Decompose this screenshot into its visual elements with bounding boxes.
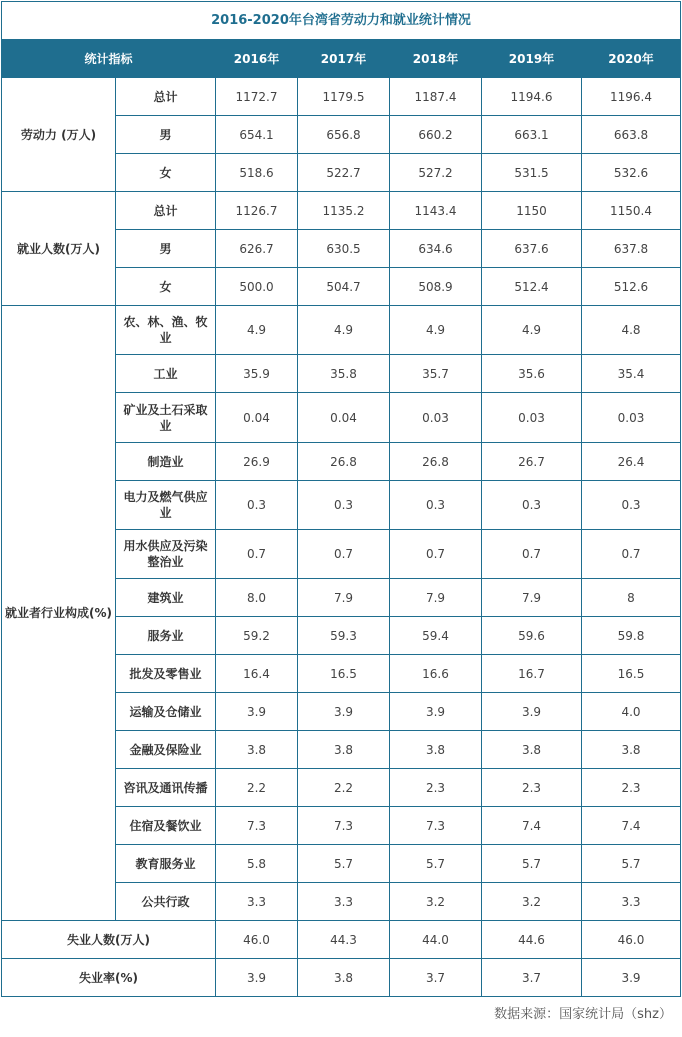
row-label: 女: [116, 268, 216, 306]
value-cell: 4.0: [582, 693, 681, 731]
table-row: [2, 78, 681, 116]
value-cell: 44.0: [390, 921, 482, 959]
row-label: 男: [116, 230, 216, 268]
table-row: [2, 306, 681, 355]
row-label: 农、林、渔、牧业: [116, 306, 216, 355]
value-cell: 3.3: [582, 883, 681, 921]
value-cell: 3.9: [582, 959, 681, 997]
value-cell: 2.2: [216, 769, 298, 807]
value-cell: 3.3: [298, 883, 390, 921]
value-cell: 1126.7: [216, 192, 298, 230]
table-row: [2, 192, 681, 230]
value-cell: 7.9: [482, 579, 582, 617]
value-cell: 3.3: [216, 883, 298, 921]
value-cell: 508.9: [390, 268, 482, 306]
header-year: 2018年: [390, 40, 482, 78]
value-cell: 512.6: [582, 268, 681, 306]
row-label: 失业率(%): [2, 959, 216, 997]
value-cell: 4.9: [390, 306, 482, 355]
value-cell: 663.8: [582, 116, 681, 154]
value-cell: 522.7: [298, 154, 390, 192]
value-cell: 5.8: [216, 845, 298, 883]
value-cell: 3.9: [298, 693, 390, 731]
value-cell: 654.1: [216, 116, 298, 154]
row-label: 金融及保险业: [116, 731, 216, 769]
value-cell: 0.04: [298, 393, 390, 443]
value-cell: 0.7: [582, 530, 681, 579]
row-label: 男: [116, 116, 216, 154]
value-cell: 26.9: [216, 443, 298, 481]
value-cell: 7.4: [482, 807, 582, 845]
value-cell: 2.3: [582, 769, 681, 807]
value-cell: 0.03: [482, 393, 582, 443]
row-label: 咨讯及通讯传播: [116, 769, 216, 807]
value-cell: 8: [582, 579, 681, 617]
header-indicator: 统计指标: [2, 40, 216, 78]
value-cell: 3.7: [482, 959, 582, 997]
value-cell: 16.4: [216, 655, 298, 693]
value-cell: 0.03: [390, 393, 482, 443]
value-cell: 26.8: [390, 443, 482, 481]
value-cell: 7.9: [298, 579, 390, 617]
value-cell: 0.3: [582, 481, 681, 530]
value-cell: 3.8: [582, 731, 681, 769]
value-cell: 35.9: [216, 355, 298, 393]
value-cell: 44.3: [298, 921, 390, 959]
value-cell: 2.3: [482, 769, 582, 807]
header-year: 2017年: [298, 40, 390, 78]
value-cell: 1196.4: [582, 78, 681, 116]
value-cell: 500.0: [216, 268, 298, 306]
value-cell: 637.8: [582, 230, 681, 268]
value-cell: 35.6: [482, 355, 582, 393]
value-cell: 0.7: [390, 530, 482, 579]
row-label: 女: [116, 154, 216, 192]
value-cell: 0.7: [216, 530, 298, 579]
value-cell: 518.6: [216, 154, 298, 192]
value-cell: 3.8: [216, 731, 298, 769]
table-row: [2, 959, 681, 997]
value-cell: 2.2: [298, 769, 390, 807]
value-cell: 1150.4: [582, 192, 681, 230]
value-cell: 44.6: [482, 921, 582, 959]
row-label: 工业: [116, 355, 216, 393]
value-cell: 3.2: [482, 883, 582, 921]
value-cell: 1172.7: [216, 78, 298, 116]
value-cell: 5.7: [582, 845, 681, 883]
value-cell: 4.9: [298, 306, 390, 355]
value-cell: 0.3: [390, 481, 482, 530]
value-cell: 637.6: [482, 230, 582, 268]
row-label: 公共行政: [116, 883, 216, 921]
value-cell: 59.2: [216, 617, 298, 655]
group-label: 劳动力 (万人): [2, 78, 116, 192]
value-cell: 59.6: [482, 617, 582, 655]
value-cell: 532.6: [582, 154, 681, 192]
value-cell: 16.7: [482, 655, 582, 693]
value-cell: 59.8: [582, 617, 681, 655]
value-cell: 4.9: [482, 306, 582, 355]
value-cell: 3.8: [482, 731, 582, 769]
value-cell: 59.4: [390, 617, 482, 655]
value-cell: 1150: [482, 192, 582, 230]
value-cell: 527.2: [390, 154, 482, 192]
source-note: 数据来源：国家统计局（shz）: [494, 1007, 672, 1022]
value-cell: 35.7: [390, 355, 482, 393]
value-cell: 5.7: [482, 845, 582, 883]
header-year: 2016年: [216, 40, 298, 78]
row-label: 住宿及餐饮业: [116, 807, 216, 845]
value-cell: 35.8: [298, 355, 390, 393]
table-row: [2, 921, 681, 959]
value-cell: 35.4: [582, 355, 681, 393]
value-cell: 634.6: [390, 230, 482, 268]
value-cell: 531.5: [482, 154, 582, 192]
value-cell: 3.7: [390, 959, 482, 997]
group-label: 就业者行业构成(%): [2, 306, 116, 921]
header-year: 2020年: [582, 40, 681, 78]
row-label: 总计: [116, 192, 216, 230]
value-cell: 5.7: [298, 845, 390, 883]
labor-statistics-table: [1, 1, 681, 997]
value-cell: 7.9: [390, 579, 482, 617]
value-cell: 504.7: [298, 268, 390, 306]
header-year: 2019年: [482, 40, 582, 78]
value-cell: 1194.6: [482, 78, 582, 116]
value-cell: 1187.4: [390, 78, 482, 116]
value-cell: 0.04: [216, 393, 298, 443]
value-cell: 0.3: [482, 481, 582, 530]
value-cell: 512.4: [482, 268, 582, 306]
value-cell: 660.2: [390, 116, 482, 154]
value-cell: 16.6: [390, 655, 482, 693]
value-cell: 0.7: [482, 530, 582, 579]
value-cell: 3.8: [298, 731, 390, 769]
row-label: 失业人数(万人): [2, 921, 216, 959]
title-row: [2, 2, 681, 40]
value-cell: 7.3: [390, 807, 482, 845]
value-cell: 26.7: [482, 443, 582, 481]
row-label: 电力及燃气供应业: [116, 481, 216, 530]
row-label: 教育服务业: [116, 845, 216, 883]
value-cell: 7.3: [298, 807, 390, 845]
value-cell: 4.9: [216, 306, 298, 355]
value-cell: 7.4: [582, 807, 681, 845]
value-cell: 7.3: [216, 807, 298, 845]
row-label: 总计: [116, 78, 216, 116]
value-cell: 0.03: [582, 393, 681, 443]
row-label: 批发及零售业: [116, 655, 216, 693]
value-cell: 1143.4: [390, 192, 482, 230]
value-cell: 16.5: [298, 655, 390, 693]
value-cell: 656.8: [298, 116, 390, 154]
group-label: 就业人数(万人): [2, 192, 116, 306]
value-cell: 663.1: [482, 116, 582, 154]
row-label: 建筑业: [116, 579, 216, 617]
value-cell: 26.4: [582, 443, 681, 481]
value-cell: 1135.2: [298, 192, 390, 230]
value-cell: 3.9: [482, 693, 582, 731]
value-cell: 59.3: [298, 617, 390, 655]
value-cell: 3.2: [390, 883, 482, 921]
value-cell: 3.8: [390, 731, 482, 769]
value-cell: 3.8: [298, 959, 390, 997]
value-cell: 3.9: [216, 693, 298, 731]
value-cell: 4.8: [582, 306, 681, 355]
value-cell: 630.5: [298, 230, 390, 268]
row-label: 制造业: [116, 443, 216, 481]
value-cell: 16.5: [582, 655, 681, 693]
value-cell: 626.7: [216, 230, 298, 268]
value-cell: 46.0: [582, 921, 681, 959]
row-label: 矿业及土石采取业: [116, 393, 216, 443]
row-label: 运输及仓储业: [116, 693, 216, 731]
value-cell: 8.0: [216, 579, 298, 617]
value-cell: 26.8: [298, 443, 390, 481]
value-cell: 3.9: [390, 693, 482, 731]
value-cell: 2.3: [390, 769, 482, 807]
table-title: 2016-2020年台湾省劳动力和就业统计情况: [2, 2, 681, 40]
value-cell: 46.0: [216, 921, 298, 959]
value-cell: 3.9: [216, 959, 298, 997]
row-label: 服务业: [116, 617, 216, 655]
row-label: 用水供应及污染整治业: [116, 530, 216, 579]
header-row: [2, 40, 681, 78]
value-cell: 0.7: [298, 530, 390, 579]
value-cell: 0.3: [216, 481, 298, 530]
value-cell: 1179.5: [298, 78, 390, 116]
value-cell: 0.3: [298, 481, 390, 530]
value-cell: 5.7: [390, 845, 482, 883]
